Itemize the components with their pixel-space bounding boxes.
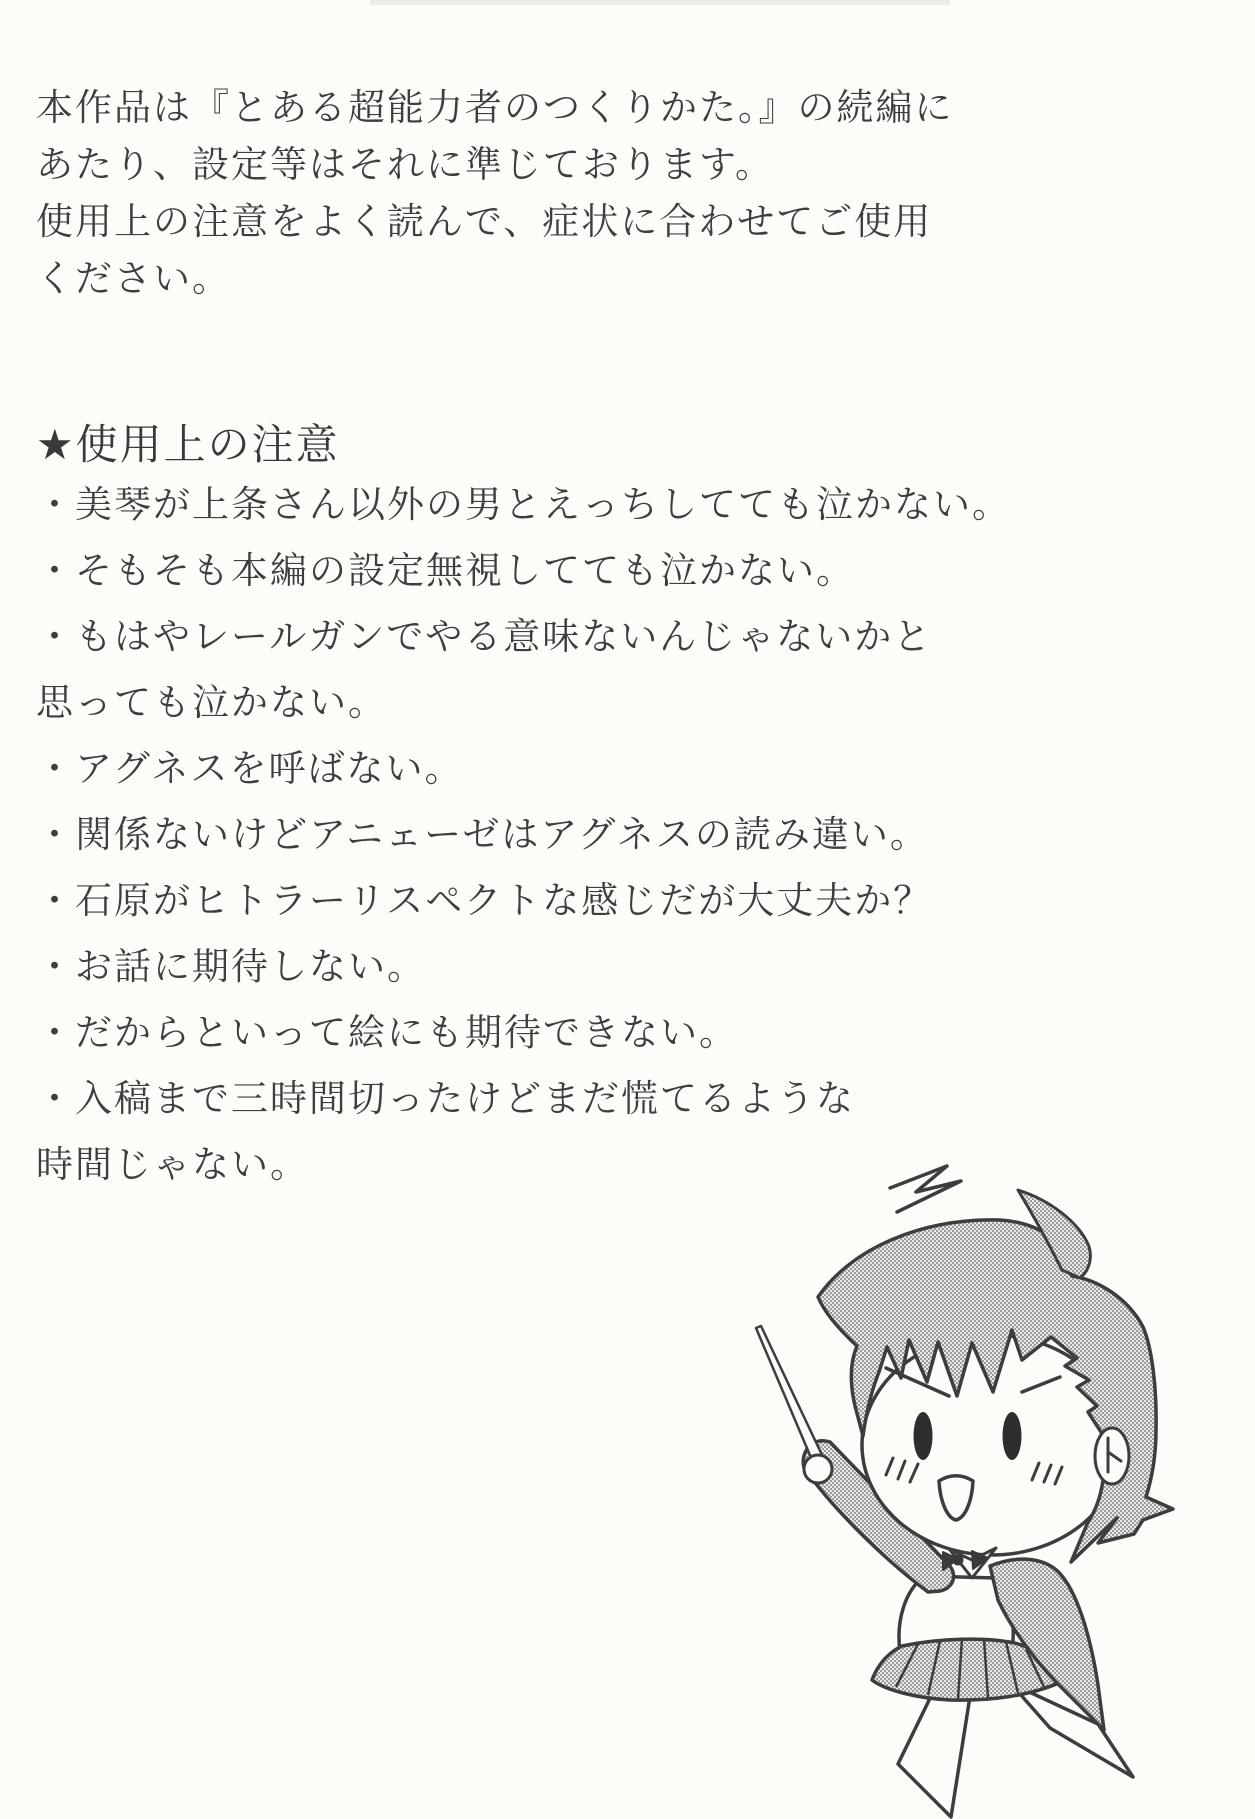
notes-line: ・美琴が上条さん以外の男とえっちしてても泣かない。 — [36, 483, 1011, 526]
notes-line: ・だからといって絵にも期待できない。 — [36, 1011, 738, 1054]
left-eye — [914, 1412, 933, 1460]
notes-line: ・アグネスを呼ばない。 — [36, 747, 464, 790]
right-eye — [1003, 1412, 1022, 1460]
notes-line: ・お話に期待しない。 — [36, 945, 426, 988]
notes-line: 時間じゃない。 — [36, 1143, 309, 1186]
intro-line: あたり、設定等はそれに準じております。 — [36, 143, 775, 186]
notes-line: ・関係ないけどアニェーゼはアグネスの読み違い。 — [36, 813, 929, 856]
intro-line: ください。 — [36, 257, 231, 300]
left-leg — [898, 1686, 971, 1817]
notes-line: ・石原がヒトラーリスペクトな感じだが大丈夫か？ — [36, 879, 933, 922]
intro-line: 本作品は『とある超能力者のつくりかた。』の続編に — [36, 86, 954, 129]
scan-artifact-line — [370, 0, 950, 5]
fist — [804, 1455, 832, 1483]
pointer-stick — [756, 1326, 822, 1460]
notes-header: ★使用上の注意 — [36, 420, 340, 469]
chibi-girl-with-pointer-illustration — [700, 1130, 1255, 1819]
notes-line: ・もはやレールガンでやる意味ないんじゃないかと — [36, 615, 933, 658]
ear — [1095, 1428, 1129, 1484]
notes-line: ・入稿まで三時間切ったけどまだ慌てるような — [36, 1077, 855, 1120]
lightning-z-mark — [890, 1166, 961, 1212]
intro-line: 使用上の注意をよく読んで、症状に合わせてご使用 — [36, 200, 933, 243]
notes-line: ・そもそも本編の設定無視してても泣かない。 — [36, 549, 855, 592]
notes-line: 思っても泣かない。 — [36, 681, 387, 724]
